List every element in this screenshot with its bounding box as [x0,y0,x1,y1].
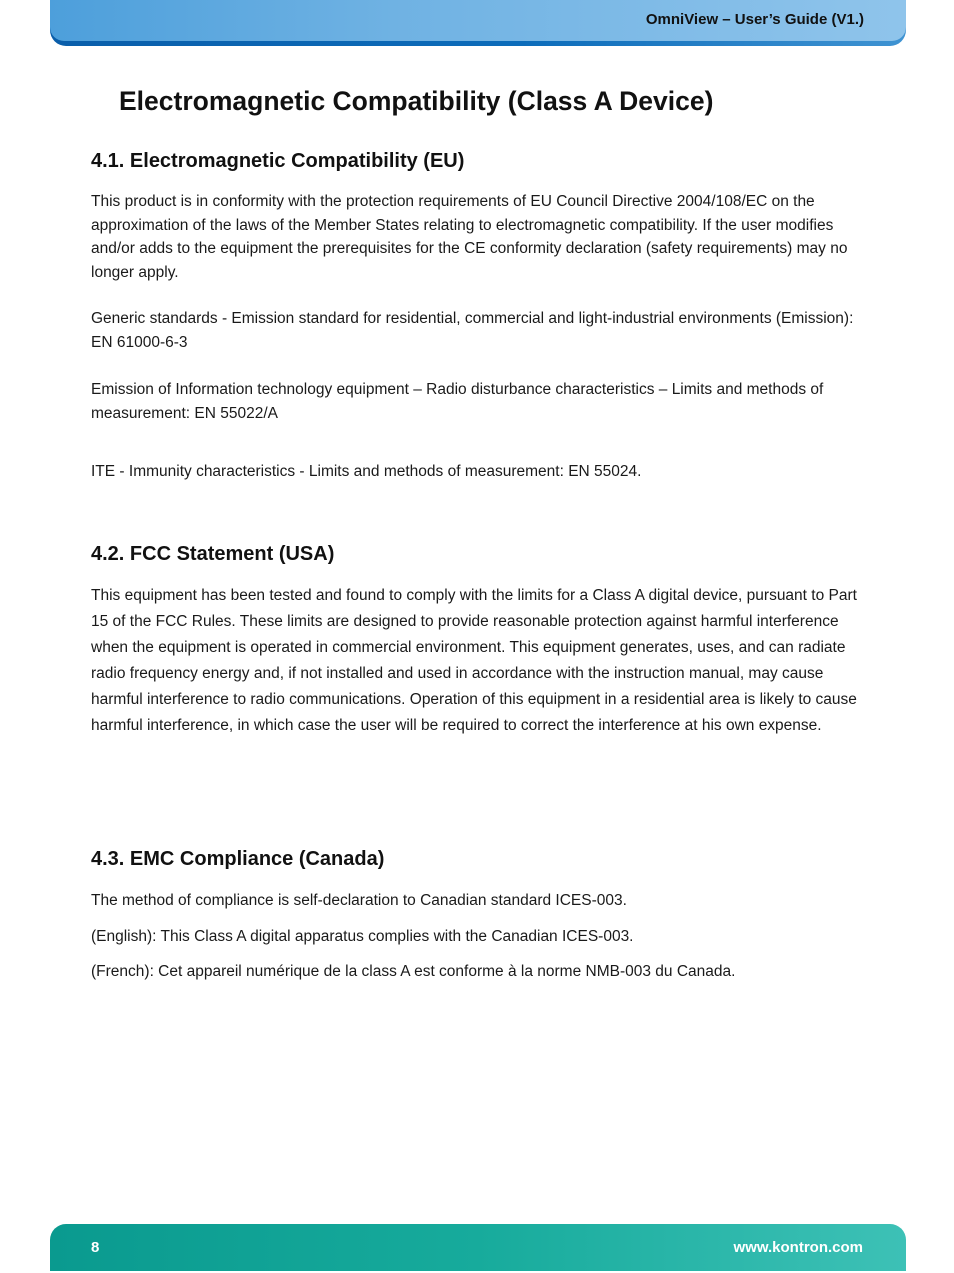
eu-paragraph-immunity: ITE - Immunity characteristics - Limits and methods of measurement: EN 55024. [91,463,642,480]
page-footer-bar [50,1224,906,1271]
section-heading-eu: 4.1. Electromagnetic Compatibility (EU) [91,150,465,172]
document-title: OmniView – User’s Guide (V1.) [645,11,864,28]
page-header-bar [50,0,906,46]
canada-paragraph-english: (English): This Class A digital apparatus complies with the Canadian ICES-003. [91,928,634,945]
chapter-title: Electromagnetic Compatibility (Class A Device) [119,86,714,116]
section-heading-canada: 4.3. EMC Compliance (Canada) [91,848,385,870]
eu-paragraph-emission: Emission of Information technology equipment – Radio disturbance characteristics – Limits and methods of measurement: EN 55022/A [91,381,824,422]
eu-paragraph-directive: This product is in conformity with the protection requirements of EU Council Directive 2004/108/EC on the approximation of the laws of the Member States relating to electromagnetic compatibility. If the user modifies and/or adds to the equipment the prerequisites for the CE conformity declaration (safety requirements) may no longer apply. [91,193,848,281]
canada-paragraph-french: (French): Cet appareil numérique de la class A est conforme à la norme NMB-003 du Canada. [91,963,736,980]
fcc-paragraph: This equipment has been tested and found to comply with the limits for a Class A digital device, pursuant to Part 15 of the FCC Rules. These limits are designed to provide reasonable protection against harmful interference when the equipment is operated in commercial environment. This equipment generates, uses, and can radiate radio frequency energy and, if not installed and used in accordance with the instruction manual, may cause harmful interference to radio communications. Operation of this equipment in a residential area is likely to cause harmful interference, in which case the user will be required to correct the interference at his own expense. [91,587,857,734]
section-heading-fcc: 4.2. FCC Statement (USA) [91,543,335,565]
canada-paragraph-method: The method of compliance is self-declaration to Canadian standard ICES-003. [91,892,627,909]
eu-paragraph-generic-standards: Generic standards - Emission standard for residential, commercial and light-industrial environments (Emission): EN 61000-6-3 [91,310,854,351]
footer-website-link[interactable]: www.kontron.com [733,1239,863,1256]
page-number: 8 [91,1239,100,1256]
